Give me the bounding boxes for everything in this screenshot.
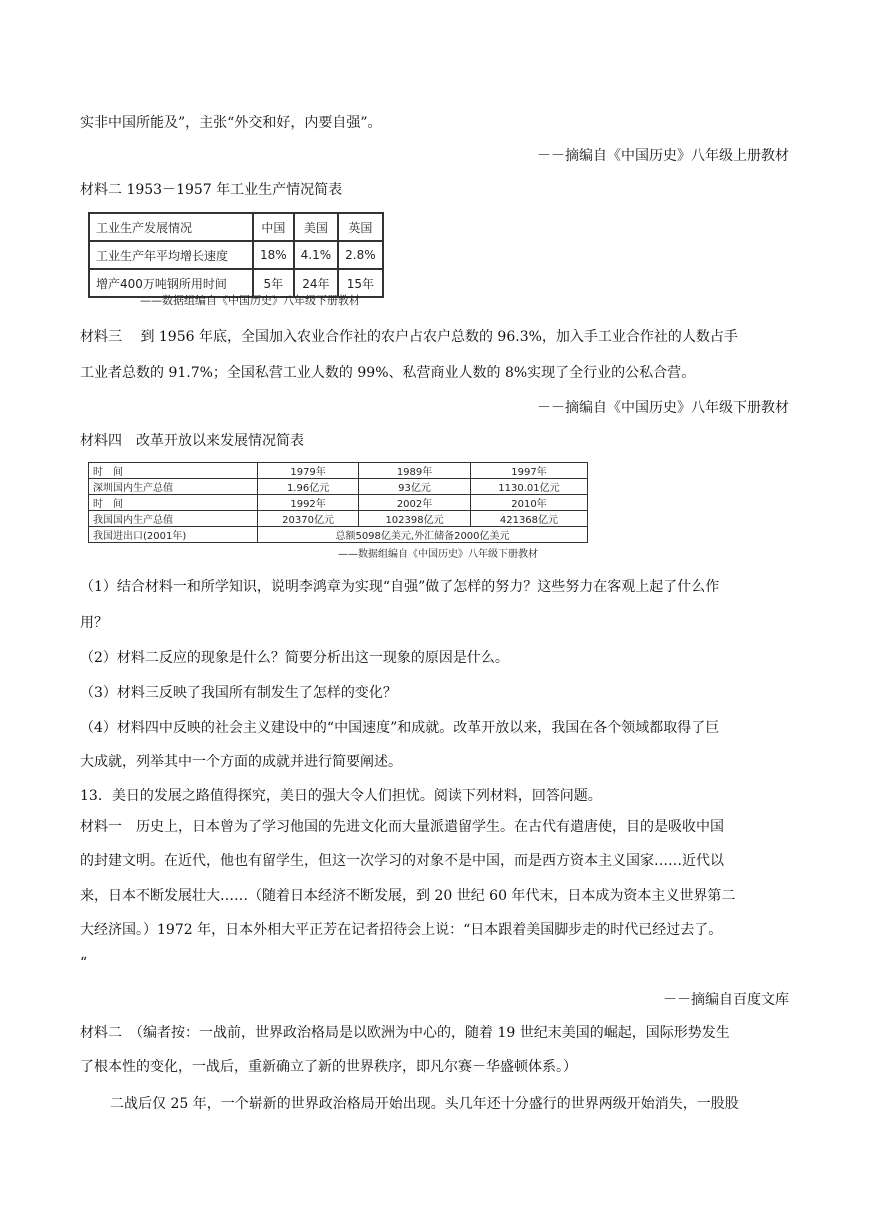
- table-row: [89, 511, 588, 527]
- table-cell: 工业生产年平均增长速度: [89, 241, 253, 269]
- table-cell: 20370亿元: [258, 511, 359, 527]
- table-cell: 102398亿元: [359, 511, 471, 527]
- text-line: 了根本性的变化，一战后，重新确立了新的世界秩序，即凡尔赛－华盛顿体系。）: [80, 1059, 577, 1075]
- question-2: （2）材料二反应的现象是什么？简要分析出这一现象的原因是什么。: [80, 650, 509, 666]
- development-table: [88, 462, 588, 543]
- table-cell: 18%: [253, 241, 294, 269]
- table-cell: 93亿元: [359, 479, 471, 495]
- table-row: [89, 527, 588, 543]
- table-row: [89, 213, 383, 241]
- industry-table: [88, 212, 384, 298]
- table-cell: 421368亿元: [470, 511, 587, 527]
- text-line: 二战后仅 25 年，一个崭新的世界政治格局开始出现。头几年还十分盛行的世界两级开始消失，一股股: [110, 1096, 739, 1112]
- question-3: （3）材料三反映了我国所有制发生了怎样的变化？: [80, 685, 397, 701]
- text-line: 材料三 到 1956 年底，全国加入农业合作社的农户占农户总数的 96.3%，加入手工业合作社的人数占手: [80, 329, 738, 345]
- table-cell: 时 间: [89, 463, 258, 479]
- table-cell: 1997年: [470, 463, 587, 479]
- table-row: [89, 463, 588, 479]
- question-1-cont: 用？: [80, 615, 108, 631]
- table-source: ——数据组编自《中国历史》八年级下册教材: [140, 294, 360, 307]
- table-cell: 我国国内生产总值: [89, 511, 258, 527]
- text-line: 工业者总数的 91.7%；全国私营工业人数的 99%、私营商业人数的 8%实现了全行业的公私合营。: [80, 365, 696, 381]
- table-cell: 美国: [294, 213, 339, 241]
- table-cell: 总额5098亿美元,外汇储备2000亿美元: [258, 527, 588, 543]
- table-cell: 时 间: [89, 495, 258, 511]
- source-citation: －－摘编自《中国历史》八年级上册教材: [537, 148, 789, 164]
- table-row: [89, 495, 588, 511]
- source-citation: －－摘编自《中国历史》八年级下册教材: [537, 400, 789, 416]
- table-cell: 24年: [294, 269, 339, 297]
- question-4: （4）材料四中反映的社会主义建设中的“中国速度”和成就。改革开放以来，我国在各个领域都取得了巨: [80, 720, 720, 736]
- table-row: [89, 479, 588, 495]
- table-cell: 4.1%: [294, 241, 339, 269]
- table-cell: 1.96亿元: [258, 479, 359, 495]
- table-cell: 15年: [338, 269, 383, 297]
- text-line: 材料二 （编者按：一战前，世界政治格局是以欧洲为中心的，随着 19 世纪末美国的崛起，国际形势发生: [80, 1025, 730, 1041]
- table-source: ——数据组编自《中国历史》八年级下册教材: [338, 549, 538, 560]
- table-cell: 深圳国内生产总值: [89, 479, 258, 495]
- table-cell: 2.8%: [338, 241, 383, 269]
- question-4-cont: 大成就，列举其中一个方面的成就并进行简要阐述。: [80, 754, 402, 770]
- text-line: 的封建文明。在近代，他也有留学生，但这一次学习的对象不是中国，而是西方资本主义国家……近代以: [80, 853, 724, 869]
- table-cell: 1979年: [258, 463, 359, 479]
- source-citation: －－摘编自百度文库: [663, 992, 789, 1008]
- text-line: “: [80, 955, 88, 971]
- text-line: 大经济国。）1972 年，日本外相大平正芳在记者招待会上说：“日本跟着美国脚步走的时代已经过去了。: [80, 922, 723, 938]
- table-row: [89, 241, 383, 269]
- text-line: 材料一 历史上，日本曾为了学习他国的先进文化而大量派遣留学生。在古代有遣唐使，目的是吸收中国: [80, 819, 724, 835]
- text-line: 来，日本不断发展壮大……（随着日本经济不断发展，到 20 世纪 60 年代末，日本成为资本主义世界第二: [80, 888, 736, 904]
- table-cell: 5年: [253, 269, 294, 297]
- table-cell: 2010年: [470, 495, 587, 511]
- question-13: 13．美日的发展之路值得探究，美日的强大令人们担忧。阅读下列材料，回答问题。: [80, 788, 602, 804]
- text-line: 实非中国所能及”，主张“外交和好，内要自强”。: [80, 115, 382, 131]
- table-cell: 1989年: [359, 463, 471, 479]
- table-cell: 工业生产发展情况: [89, 213, 253, 241]
- question-1: （1）结合材料一和所学知识，说明李鸿章为实现“自强”做了怎样的努力？这些努力在客观上起了什么作: [80, 579, 720, 595]
- material-title: 材料二 1953－1957 年工业生产情况简表: [80, 182, 343, 198]
- table-cell: 2002年: [359, 495, 471, 511]
- table-cell: 1130.01亿元: [470, 479, 587, 495]
- table-cell: 增产400万吨钢所用时间: [89, 269, 253, 297]
- table-cell: 我国进出口(2001年): [89, 527, 258, 543]
- table-cell: 1992年: [258, 495, 359, 511]
- table-cell: 中国: [253, 213, 294, 241]
- table-cell: 英国: [338, 213, 383, 241]
- material-title: 材料四 改革开放以来发展情况简表: [80, 433, 304, 449]
